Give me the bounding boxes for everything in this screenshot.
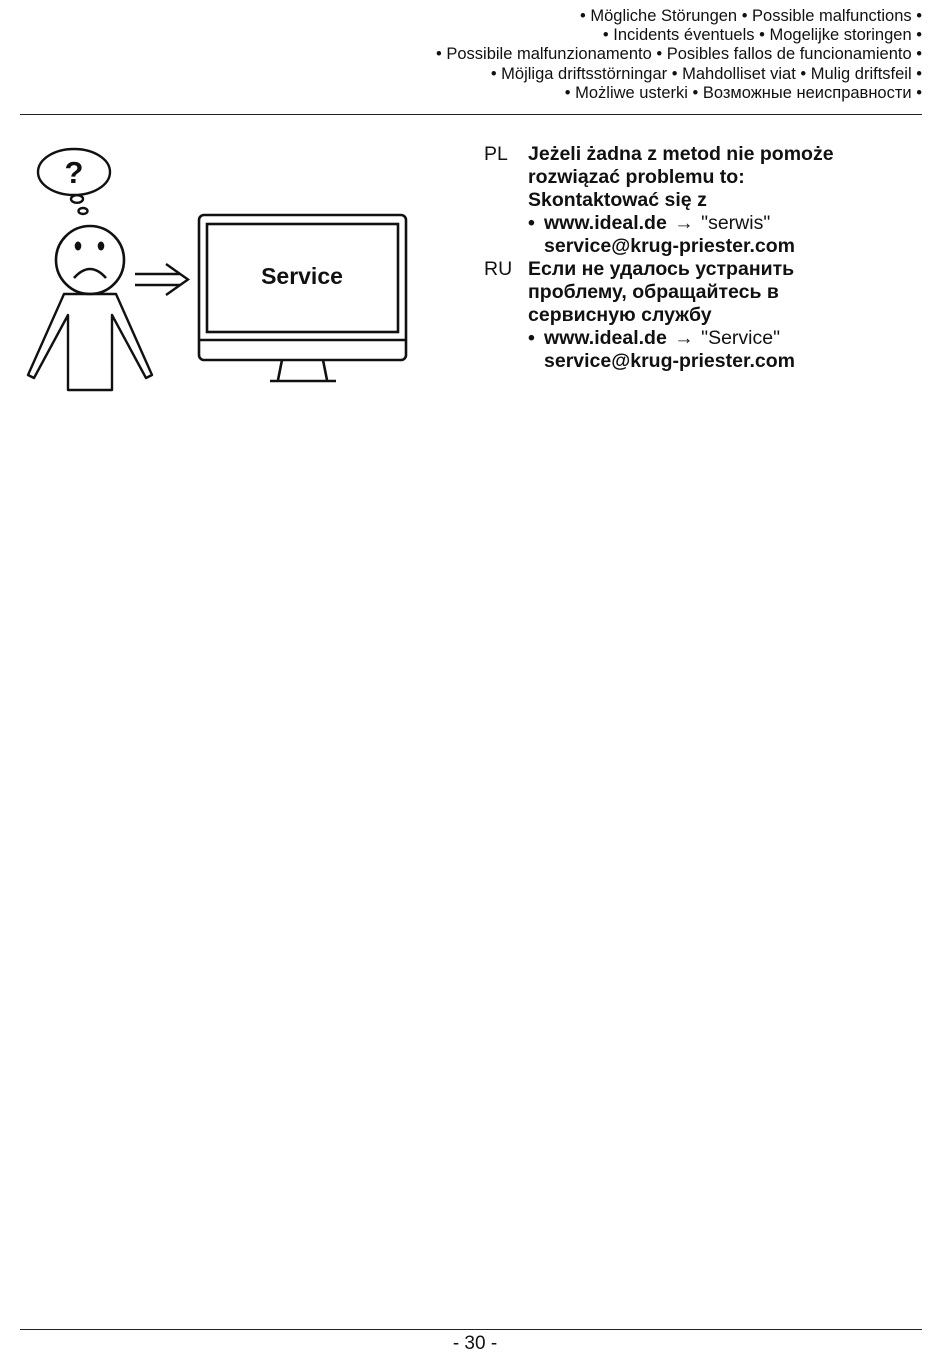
page-number: - 30 -: [452, 1333, 498, 1354]
header-line: • Mögliche Störungen • Possible malfunctions •: [579, 7, 922, 25]
service-illustration: [20, 140, 420, 400]
header-line: • Möjliga driftsstörningar • Mahdolliset viat • Mulig driftsfeil •: [490, 64, 922, 83]
header-line: • Possibile malfunzionamento • Posibles fallos de funcionamiento •: [435, 45, 922, 64]
footer-divider: [20, 1329, 922, 1330]
monitor-screen-label: Service: [261, 263, 343, 289]
header-line: • Incidents éventuels • Mogelijke storingen •: [602, 26, 922, 45]
monitor-icon: [199, 215, 406, 381]
heading-line: сервисную службу: [528, 304, 712, 326]
question-mark: ?: [64, 155, 84, 190]
heading-line: rozwiązać problemu to:: [528, 166, 745, 188]
heading-line: проблему, обращайтесь в: [528, 281, 779, 303]
bullet: •: [528, 212, 535, 234]
language-code: PL: [484, 143, 508, 165]
double-arrow-icon: [135, 264, 188, 295]
heading-line: Если не удалось устранить: [528, 258, 795, 280]
header-divider: [20, 114, 922, 115]
bullet: •: [528, 327, 535, 349]
website-link[interactable]: www.ideal.de: [544, 212, 667, 234]
heading-line: Jeżeli żadna z metod nie pomoże: [528, 143, 834, 165]
section-body: [528, 143, 928, 258]
language-code: RU: [484, 258, 513, 280]
section-body: [528, 258, 928, 373]
contact-website: [528, 212, 928, 235]
website-link[interactable]: www.ideal.de: [544, 327, 667, 349]
menu-target: "serwis": [701, 212, 771, 234]
face-eyes: [75, 242, 105, 251]
arrow-right-icon: →: [674, 212, 694, 234]
contact-website: [528, 327, 928, 350]
contact-email[interactable]: service@krug-priester.com: [544, 235, 795, 257]
page-header: [436, 7, 922, 103]
sad-face-icon: [56, 226, 124, 294]
person-icon: [28, 294, 152, 390]
heading-line: Skontaktować się z: [528, 189, 707, 211]
menu-target: "Service": [701, 327, 781, 349]
arrow-right-icon: →: [674, 327, 694, 349]
header-line: • Możliwe usterki • Возможные неисправности •: [564, 83, 922, 102]
contact-email[interactable]: service@krug-priester.com: [544, 350, 795, 372]
